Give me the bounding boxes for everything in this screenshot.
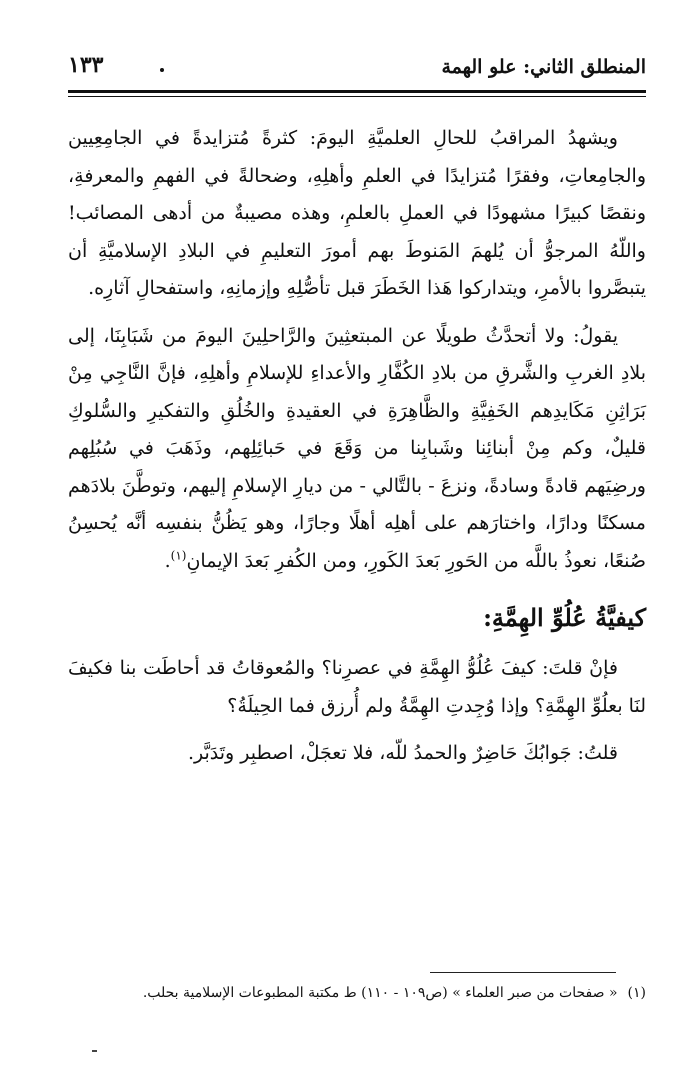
page-number: ١٣٣ [68, 52, 104, 78]
header-rule-thick [68, 90, 646, 93]
page-header [68, 52, 646, 88]
main-text [68, 120, 646, 773]
footnote-reference[interactable]: (١) [170, 548, 187, 563]
header-dot [160, 68, 164, 72]
paragraph-1: ويشهدُ المراقبُ للحالِ العلميَّةِ اليومَ: كثرةً مُتزايدةً في الجامِعِيين والجامِعاتِ، وفقرًا مُتزايدًا في العلمِ وأهلِهِ، وضحالةً في الفهمِ والمعرفةِ، ونقصًا كبيرًا مشهودًا في العملِ بالعلمِ، وهذه مصيبةٌ من أدهى المصائب! واللّهُ المرجوُّ أن يُلهمَ المَنوطَ بهم أمورَ التعليمِ في البلادِ الإسلاميَّةِ أن يتبصَّروا بالأمرِ، ويتداركوا هَذا الخَطَرَ قبل تأصُّلِهِ وإزمانِهِ، واستفحالِ آثارِه. [68, 127, 646, 299]
running-title: المنطلق الثاني: علو الهمة [441, 56, 646, 78]
footnote-text: « صفحات من صبر العلماء » (ص١٠٩ - ١١٠) ط مكتبة المطبوعات الإسلامية بحلب. [142, 985, 618, 1001]
header-rule-thin [68, 96, 646, 97]
paragraph-3: فإنْ قلتَ: كيفَ عُلُوُّ الهِمَّةِ في عصرِنا؟ والمُعوقاتُ قد أحاطَت بنا فكيفَ لنَا بعلُوِّ الهِمَّةِ؟ وإذا وُجِدتِ الهِمَّةُ ولم أُرزق فما الحِيلَةُ؟ [68, 657, 646, 717]
paragraph-4: قلتُ: جَوابُكَ حَاضِرٌ والحمدُ للّه، فلا تعجَلْ، اصطبِر وتَدَبَّر. [187, 742, 618, 764]
paragraph-2-text: يقولُ: ولا أتحدَّثُ طويلًا عن المبتعثِينَ والرَّاحلِينَ اليومَ من شَبَابِنَا، إلى بلادِ الغربِ والشَّرقِ من بلادِ الكُفَّارِ والأعداءِ للإسلامِ وأهلِهِ، فإنَّ النَّاجِي مِنْ بَرَاثِنِ مَكَايدِهم الخَفِيَّةِ والظَّاهِرَةِ في العقيدةِ والخُلُقِ والتفكيرِ والسُّلوكِ قليلٌ، وكم مِنْ أبنائِنا وشَبابِنا من وَقَعَ في حَبائِلِهم، وذَهَبَ في سُبُلِهم ورضِيَهم قادةً وسادةً، ونزعَ - بالتَّالي - من ديارِ الإسلامِ إليهم، وتوطَّنَ بلادَهم مسكنًا ودارًا، واختارَهم على أهلِه أهلًا وجارًا، وهو يَظُنُّ بنفسِه أنَّه يُحسِنُ صُنعًا، نعوذُ باللَّه من الحَورِ بَعدَ الكَورِ، ومن الكُفرِ بَعدَ الإيمانِ [68, 324, 646, 572]
scan-mark [92, 1050, 97, 1052]
footnote-marker: (١) [627, 985, 646, 1001]
section-heading: كيفيَّةُ عُلُوِّ الهِمَّةِ: [483, 603, 646, 632]
paragraph-2: يقولُ: ولا أتحدَّثُ طويلًا عن المبتعثِينَ والرَّاحلِينَ اليومَ من شَبَابِنَا، إلى بلادِ الغربِ والشَّرقِ من بلادِ الكُفَّارِ والأعداءِ للإسلامِ وأهلِهِ، فإنَّ النَّاجِي مِنْ بَرَاثِنِ مَكَايدِهم الخَفِيَّةِ والظَّاهِرَةِ في العقيدةِ والخُلُقِ والتفكيرِ والسُّلوكِ قليلٌ، وكم مِنْ أبنائِنا وشَبابِنا من وَقَعَ في حَبائِلِهم، وذَهَبَ في سُبُلِهم ورضِيَهم قادةً وسادةً، ونزعَ - بالتَّالي - من ديارِ الإسلامِ إليهم، وتوطَّنَ بلادَهم مسكنًا ودارًا، واختارَهم على أهلِه أهلًا وجارًا، وهو يَظُنُّ بنفسِه أنَّه يُحسِنُ صُنعًا، نعوذُ باللَّه من الحَورِ بَعدَ الكَورِ، ومن الكُفرِ بَعدَ الإيمانِ$^{(١)}$. [68, 324, 646, 572]
footnote-separator [430, 972, 616, 973]
footnote [68, 982, 646, 1004]
